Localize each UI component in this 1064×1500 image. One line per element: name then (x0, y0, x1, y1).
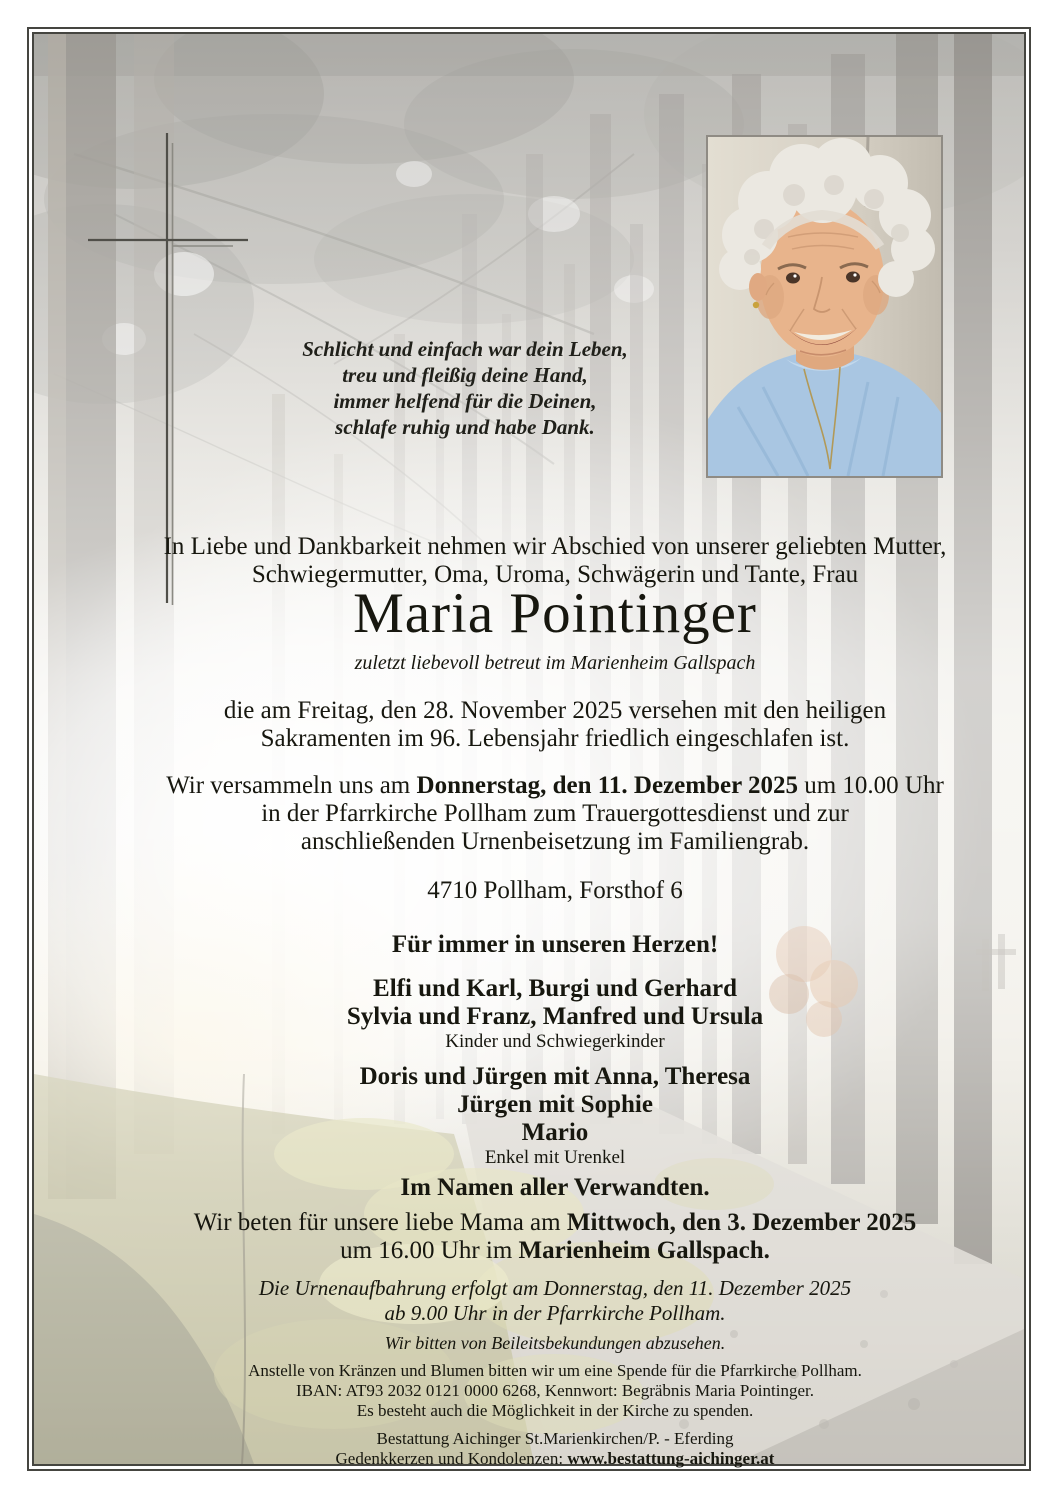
grandchildren-line: Jürgen mit Sophie (457, 1091, 653, 1118)
intro-text (90, 533, 1020, 589)
grandchildren-names (90, 1063, 1020, 1147)
poem-line: immer helfend für die Deinen, (333, 389, 597, 413)
funeral-home-line (90, 1449, 1020, 1469)
urn-notice-line: Die Urnenaufbahrung erfolgt am Donnerstag, den 11. Dezember 2025 (258, 1276, 852, 1300)
deceased-name: Maria Pointinger (353, 582, 757, 645)
death-notice-line: die am Freitag, den 28. November 2025 versehen mit den heiligen (223, 697, 887, 724)
donation-notice (90, 1361, 1020, 1421)
funeral-notice-text: um 10.00 Uhr (797, 772, 944, 799)
children-caption: Kinder und Schwiegerkinder (445, 1031, 665, 1052)
funeral-notice-line (90, 772, 1020, 800)
urn-laying-notice (90, 1276, 1020, 1326)
funeral-home-text: Gedenkkerzen und Kondolenzen: (335, 1449, 568, 1468)
prayer-text: Wir beten für unsere liebe Mama am (193, 1209, 567, 1236)
funeral-notice-line: in der Pfarrkirche Pollham zum Trauergottesdienst und zur (261, 800, 849, 827)
funeral-home-info (90, 1429, 1020, 1469)
condolence-request: Wir bitten von Beileitsbekundungen abzusehen. (384, 1333, 726, 1353)
poem-line: Schlicht und einfach war dein Leben, (302, 337, 628, 361)
funeral-home-website: www.bestattung-aichinger.at (567, 1449, 775, 1468)
death-notice-line: Sakramenten im 96. Lebensjahr friedlich eingeschlafen ist. (260, 725, 850, 752)
poem-line: treu und fleißig deine Hand, (342, 363, 588, 387)
funeral-notice (90, 772, 1020, 856)
children-line: Sylvia und Franz, Manfred und Ursula (346, 1003, 764, 1030)
death-notice (90, 697, 1020, 753)
funeral-home-line: Bestattung Aichinger St.Marienkirchen/P. - Eferding (376, 1429, 734, 1448)
funeral-notice-line: anschließenden Urnenbeisetzung im Familiengrab. (300, 828, 810, 855)
funeral-notice-text: Wir versammeln uns am (166, 772, 417, 799)
donation-line: Es besteht auch die Möglichkeit in der Kirche zu spenden. (356, 1401, 754, 1420)
prayer-date: Mittwoch, den 3. Dezember 2025 (566, 1209, 917, 1236)
prayer-text: um 16.00 Uhr im (340, 1237, 519, 1264)
donation-line: IBAN: AT93 2032 0121 0000 6268, Kennwort: Begräbnis Maria Pointinger. (296, 1381, 814, 1400)
condolence-poem (130, 336, 800, 440)
intro-line: Schwiegermutter, Oma, Uroma, Schwägerin und Tante, Frau (251, 561, 859, 588)
farewell-phrase: Für immer in unseren Herzen! (391, 931, 719, 958)
prayer-line (90, 1209, 1020, 1237)
home-address: 4710 Pollham, Forsthof 6 (427, 877, 683, 904)
care-note: zuletzt liebevoll betreut im Marienheim Gallspach (354, 652, 756, 674)
intro-line: In Liebe und Dankbarkeit nehmen wir Abschied von unserer geliebten Mutter, (163, 533, 947, 560)
grandchildren-line: Mario (521, 1119, 589, 1146)
grandchildren-line: Doris und Jürgen mit Anna, Theresa (359, 1063, 751, 1090)
urn-notice-line: ab 9.00 Uhr in der Pfarrkirche Pollham. (384, 1301, 726, 1325)
funeral-date: Donnerstag, den 11. Dezember 2025 (416, 772, 798, 799)
children-line: Elfi und Karl, Burgi und Gerhard (373, 975, 737, 1002)
poem-line: schlafe ruhig und habe Dank. (335, 415, 595, 439)
prayer-location: Marienheim Gallspach. (518, 1237, 770, 1264)
prayer-line (90, 1237, 1020, 1265)
grandchildren-caption: Enkel mit Urenkel (484, 1147, 626, 1168)
family-sign-off: Im Namen aller Verwandten. (400, 1174, 710, 1201)
donation-line: Anstelle von Kränzen und Blumen bitten wir um eine Spende für die Pfarrkirche Pollham. (248, 1361, 862, 1380)
prayer-notice (90, 1209, 1020, 1265)
children-names (90, 975, 1020, 1031)
